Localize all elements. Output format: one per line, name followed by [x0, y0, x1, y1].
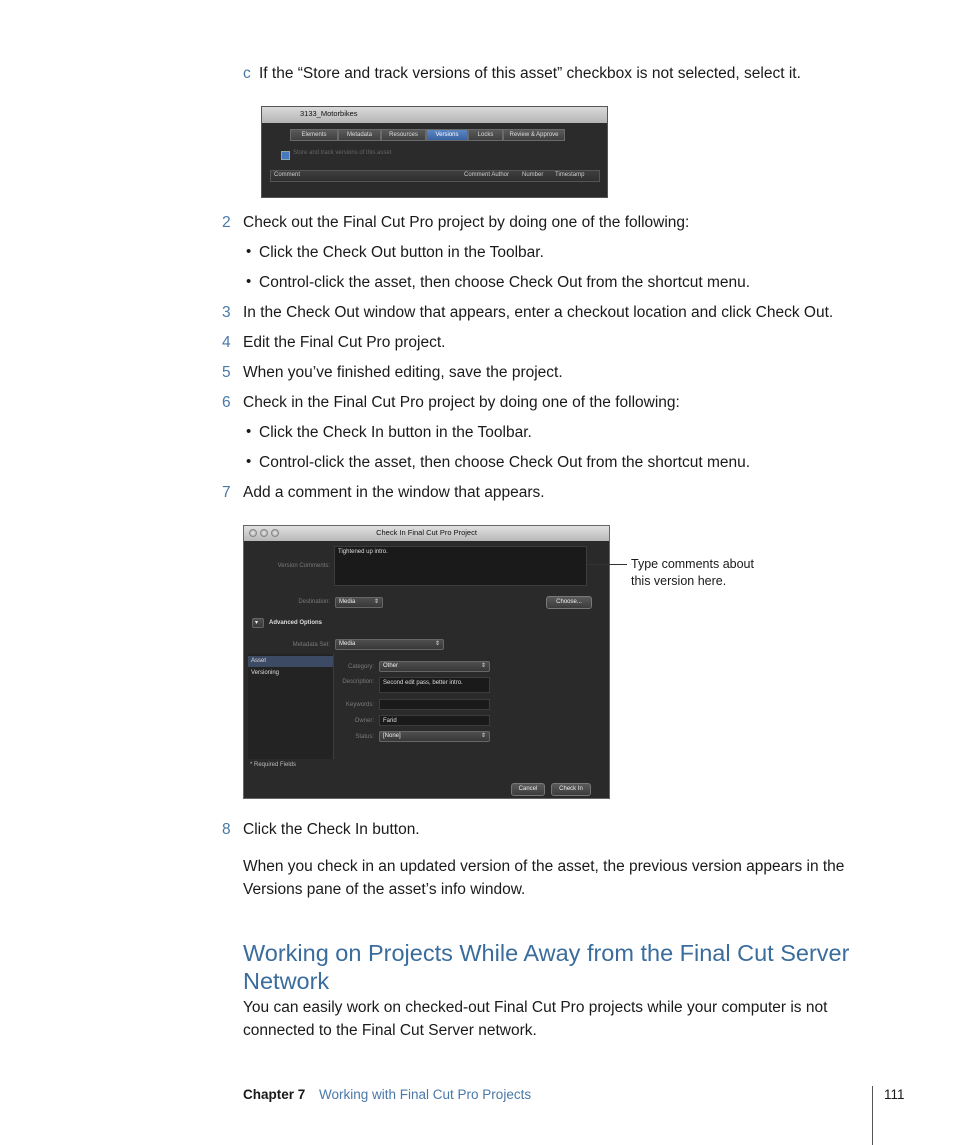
step-number: 5 [222, 364, 231, 381]
keywords-field[interactable] [379, 699, 490, 710]
step-text: Check in the Final Cut Pro project by doing one of the following: [243, 394, 680, 411]
tab-bar [290, 129, 565, 141]
chevron-updown-icon: ⇕ [434, 641, 440, 647]
bullet-text: Control-click the asset, then choose Check Out from the shortcut menu. [259, 274, 751, 291]
step-number: 8 [222, 821, 231, 838]
step-text: When you’ve finished editing, save the project. [243, 364, 563, 381]
status-value: [None] [383, 733, 401, 739]
metadata-set-label: Metadata Set: [292, 642, 330, 648]
callout-line [587, 564, 627, 565]
store-versions-checkbox[interactable] [281, 151, 290, 160]
bullet-glyph: • [246, 243, 252, 260]
advanced-options-label: Advanced Options [269, 620, 323, 626]
keywords-label: Keywords: [345, 702, 374, 708]
metadata-set-value: Media [339, 641, 356, 647]
column-number[interactable]: Number [522, 172, 544, 178]
versions-table-header [270, 170, 600, 182]
tab-review-approve[interactable]: Review & Approve [503, 129, 565, 141]
footer-divider [872, 1086, 873, 1145]
required-fields-note: * Required Fields [250, 762, 297, 768]
versions-pane-screenshot [261, 106, 608, 198]
tab-locks[interactable]: Locks [468, 129, 503, 141]
window-titlebar [262, 107, 607, 123]
owner-label: Owner: [354, 718, 374, 724]
category-value: Other [383, 663, 399, 669]
bullet-text: Click the Check Out button in the Toolbar. [259, 244, 544, 261]
tab-elements[interactable]: Elements [290, 129, 338, 141]
bullet-glyph: • [246, 423, 252, 440]
category-label: Category: [347, 664, 374, 670]
window-title: 3133_Motorbikes [300, 109, 358, 118]
step-number: 7 [222, 484, 231, 501]
bullet-glyph: • [246, 273, 252, 290]
description-label: Description: [342, 679, 374, 685]
step-c-label: c [243, 65, 251, 82]
destination-popup[interactable] [335, 597, 383, 608]
bullet-text: Control-click the asset, then choose Check Out from the shortcut menu. [259, 454, 751, 471]
callout-line-1: Type comments about [631, 557, 754, 571]
section-body-line: connected to the Final Cut Server network. [243, 1022, 537, 1039]
chevron-updown-icon: ⇕ [480, 663, 486, 669]
version-comments-field[interactable]: Tightened up intro. [334, 546, 587, 586]
chevron-updown-icon: ⇕ [480, 733, 486, 739]
dialog-title: Check In Final Cut Pro Project [376, 528, 477, 537]
metadata-group-list [248, 654, 334, 759]
section-heading-line-2: Network [243, 968, 330, 994]
nav-item-versioning[interactable]: Versioning [251, 670, 280, 676]
page-number: 111 [884, 1087, 905, 1102]
footer-chapter-title: Working with Final Cut Pro Projects [319, 1087, 532, 1102]
footer-chapter: Chapter 7 [243, 1087, 306, 1102]
step-text: In the Check Out window that appears, enter a checkout location and click Check Out. [243, 304, 834, 321]
destination-label: Destination: [298, 599, 330, 605]
column-comment-author[interactable]: Comment Author [464, 172, 510, 178]
check-in-button[interactable]: Check In [551, 783, 591, 796]
step-number: 4 [222, 334, 231, 351]
metadata-set-popup[interactable] [335, 639, 444, 650]
bullet-text: Click the Check In button in the Toolbar. [259, 424, 532, 441]
column-timestamp[interactable]: Timestamp [555, 172, 585, 178]
section-body-line: You can easily work on checked-out Final Cut Pro projects while your computer is not [243, 999, 828, 1016]
status-popup[interactable] [379, 731, 490, 742]
step-number: 3 [222, 304, 231, 321]
check-in-dialog-screenshot [243, 525, 610, 799]
advanced-options-disclosure[interactable] [252, 618, 264, 628]
paragraph-line: When you check in an updated version of the asset, the previous version appears in the [243, 858, 845, 875]
tab-resources[interactable]: Resources [381, 129, 426, 141]
destination-value: Media [339, 599, 356, 605]
cancel-button[interactable]: Cancel [511, 783, 545, 796]
callout-line-2: this version here. [631, 574, 727, 588]
step-text: Add a comment in the window that appears. [243, 484, 545, 501]
chevron-updown-icon: ⇕ [373, 599, 379, 605]
category-popup[interactable] [379, 661, 490, 672]
owner-field[interactable]: Farid [379, 715, 490, 726]
paragraph-line: Versions pane of the asset’s info window. [243, 881, 526, 898]
triangle-down-icon: ▾ [255, 620, 259, 626]
column-comment[interactable]: Comment [274, 172, 301, 178]
tab-metadata[interactable]: Metadata [338, 129, 381, 141]
step-text: Check out the Final Cut Pro project by doing one of the following: [243, 214, 690, 231]
dialog-titlebar [244, 526, 609, 541]
status-label: Status: [355, 734, 374, 740]
tab-versions[interactable]: Versions [426, 129, 468, 141]
step-number: 6 [222, 394, 231, 411]
bullet-glyph: • [246, 453, 252, 470]
store-versions-label: Store and track versions of this asset [293, 150, 392, 156]
step-text: Edit the Final Cut Pro project. [243, 334, 446, 351]
choose-button[interactable]: Choose... [546, 596, 592, 609]
section-heading-line-1: Working on Projects While Away from the Final Cut Server [243, 940, 850, 966]
step-number: 2 [222, 214, 231, 231]
version-comments-label: Version Comments: [277, 563, 330, 569]
nav-item-asset[interactable]: Asset [248, 656, 333, 667]
step-c-text: If the “Store and track versions of this asset” checkbox is not selected, select it. [259, 65, 801, 82]
description-field[interactable]: Second edit pass, better intro. [379, 677, 490, 693]
step-text: Click the Check In button. [243, 821, 420, 838]
